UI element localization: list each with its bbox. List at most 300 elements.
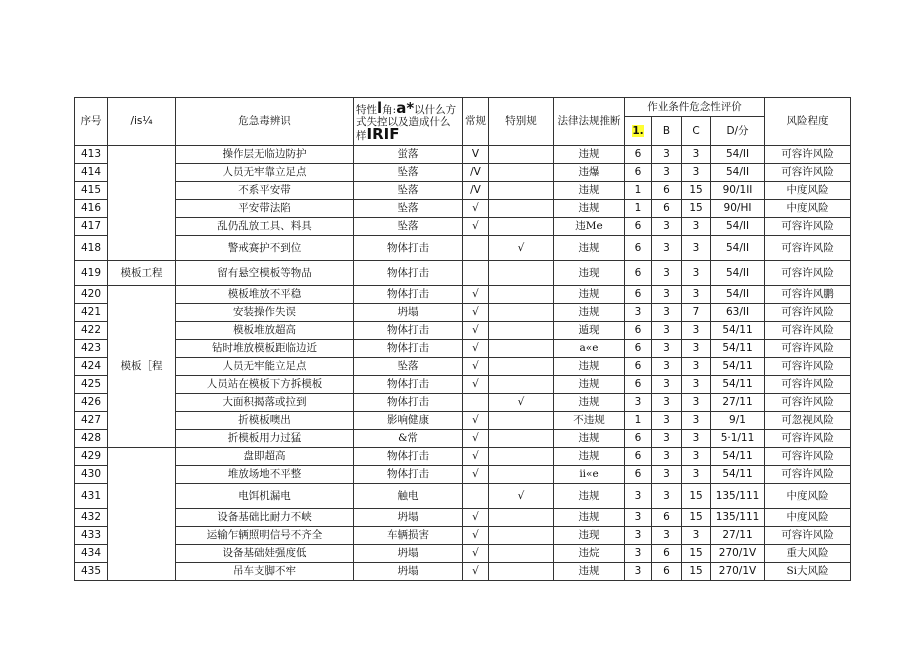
- accident-cell: 物体打击: [354, 340, 463, 358]
- special-cell: [489, 286, 554, 304]
- risk-cell: 中度风险: [765, 182, 851, 200]
- routine-cell: √: [463, 218, 489, 236]
- c-cell: 15: [682, 509, 711, 527]
- accident-cell: 影响健康: [354, 412, 463, 430]
- routine-cell: V: [463, 146, 489, 164]
- special-cell: [489, 218, 554, 236]
- routine-cell: √: [463, 563, 489, 581]
- law-cell: 违规: [554, 376, 625, 394]
- category-cell: 模板［程: [108, 286, 176, 448]
- l-cell: 6: [625, 376, 652, 394]
- row-number: 432: [75, 509, 108, 527]
- routine-cell: [463, 261, 489, 286]
- hazard-cell: 吊车支脚不牢: [176, 563, 354, 581]
- routine-cell: √: [463, 286, 489, 304]
- law-cell: 违规: [554, 286, 625, 304]
- header-special: 特别规: [489, 98, 554, 146]
- law-cell: 违爆: [554, 164, 625, 182]
- d-cell: 5·1/11: [711, 430, 765, 448]
- hazard-cell: 人员无牢能立足点: [176, 358, 354, 376]
- routine-cell: √: [463, 304, 489, 322]
- accident-cell: 物体打击: [354, 236, 463, 261]
- l-cell: 6: [625, 164, 652, 182]
- d-cell: 54/II: [711, 261, 765, 286]
- law-cell: a«e: [554, 340, 625, 358]
- header-mode-mid: 角:: [382, 103, 397, 116]
- l-cell: 3: [625, 527, 652, 545]
- c-cell: 7: [682, 304, 711, 322]
- accident-cell: 物体打击: [354, 322, 463, 340]
- special-cell: [489, 563, 554, 581]
- special-cell: [489, 200, 554, 218]
- table-row: [75, 376, 851, 394]
- hazard-cell: 模板堆放超高: [176, 322, 354, 340]
- special-cell: [489, 164, 554, 182]
- risk-cell: 可容许风险: [765, 448, 851, 466]
- l-cell: 6: [625, 448, 652, 466]
- e-cell: 3: [652, 218, 682, 236]
- special-cell: √: [489, 236, 554, 261]
- l-cell: 3: [625, 545, 652, 563]
- header-col-b: B: [652, 117, 682, 146]
- c-cell: 3: [682, 286, 711, 304]
- c-cell: 3: [682, 164, 711, 182]
- d-cell: 54/II: [711, 218, 765, 236]
- special-cell: [489, 448, 554, 466]
- law-cell: 违规: [554, 509, 625, 527]
- risk-cell: 重大风险: [765, 545, 851, 563]
- d-cell: 63/II: [711, 304, 765, 322]
- e-cell: 3: [652, 376, 682, 394]
- hazard-cell: 模板堆放不平稳: [176, 286, 354, 304]
- table-row: [75, 358, 851, 376]
- c-cell: 3: [682, 236, 711, 261]
- l-cell: 6: [625, 322, 652, 340]
- accident-cell: 坍塌: [354, 304, 463, 322]
- e-cell: 3: [652, 261, 682, 286]
- routine-cell: √: [463, 358, 489, 376]
- law-cell: 违规: [554, 430, 625, 448]
- special-cell: [489, 466, 554, 484]
- accident-cell: 车辆损害: [354, 527, 463, 545]
- law-cell: 遁现: [554, 322, 625, 340]
- special-cell: [489, 527, 554, 545]
- special-cell: [489, 412, 554, 430]
- table-row: [75, 545, 851, 563]
- l-cell: 6: [625, 430, 652, 448]
- hazard-cell: 折模板用力过猛: [176, 430, 354, 448]
- c-cell: 15: [682, 563, 711, 581]
- special-cell: [489, 322, 554, 340]
- l-cell: 6: [625, 340, 652, 358]
- c-cell: 15: [682, 182, 711, 200]
- special-cell: [489, 182, 554, 200]
- header-col-c: C: [682, 117, 711, 146]
- risk-cell: 可容许风险: [765, 322, 851, 340]
- l-cell: 3: [625, 304, 652, 322]
- c-cell: 3: [682, 430, 711, 448]
- table-row: [75, 182, 851, 200]
- routine-cell: √: [463, 545, 489, 563]
- c-cell: 3: [682, 466, 711, 484]
- table-row: [75, 236, 851, 261]
- row-number: 431: [75, 484, 108, 509]
- law-cell: 违规: [554, 484, 625, 509]
- e-cell: 3: [652, 358, 682, 376]
- table-row: [75, 340, 851, 358]
- special-cell: [489, 304, 554, 322]
- table-row: [75, 430, 851, 448]
- routine-cell: √: [463, 527, 489, 545]
- table-row: [75, 146, 851, 164]
- routine-cell: √: [463, 412, 489, 430]
- l-cell: 3: [625, 394, 652, 412]
- row-number: 414: [75, 164, 108, 182]
- accident-cell: 坍塌: [354, 509, 463, 527]
- e-cell: 3: [652, 466, 682, 484]
- c-cell: 3: [682, 322, 711, 340]
- routine-cell: [463, 236, 489, 261]
- row-number: 417: [75, 218, 108, 236]
- risk-cell: 可容许风险: [765, 261, 851, 286]
- d-cell: 90/1II: [711, 182, 765, 200]
- table-row: [75, 484, 851, 509]
- row-number: 418: [75, 236, 108, 261]
- risk-cell: 可容许风险: [765, 236, 851, 261]
- accident-cell: 物体打击: [354, 286, 463, 304]
- row-number: 426: [75, 394, 108, 412]
- l-cell: 1: [625, 200, 652, 218]
- header-mode-post: 以什么方式失控以及造成什么样: [356, 103, 457, 142]
- d-cell: 270/1V: [711, 545, 765, 563]
- row-number: 427: [75, 412, 108, 430]
- accident-cell: 物体打击: [354, 376, 463, 394]
- d-cell: 54/II: [711, 286, 765, 304]
- category-cell: [108, 448, 176, 581]
- routine-cell: /V: [463, 164, 489, 182]
- hazard-cell: 不系平安带: [176, 182, 354, 200]
- e-cell: 6: [652, 545, 682, 563]
- row-number: 434: [75, 545, 108, 563]
- table-row: [75, 394, 851, 412]
- row-number: 423: [75, 340, 108, 358]
- d-cell: 54/11: [711, 448, 765, 466]
- law-cell: 违规: [554, 394, 625, 412]
- law-cell: 违烷: [554, 545, 625, 563]
- category-cell: [108, 146, 176, 261]
- header-condition-group: 作业条件危念性评价: [625, 98, 765, 117]
- d-cell: 54/11: [711, 466, 765, 484]
- header-mode-big3: IRIF: [366, 124, 400, 143]
- special-cell: [489, 340, 554, 358]
- row-number: 415: [75, 182, 108, 200]
- c-cell: 3: [682, 358, 711, 376]
- l-cell: 1: [625, 412, 652, 430]
- d-cell: 54/11: [711, 376, 765, 394]
- e-cell: 3: [652, 304, 682, 322]
- header-law: 法律法规推断: [554, 98, 625, 146]
- d-cell: 54/11: [711, 340, 765, 358]
- e-cell: 6: [652, 200, 682, 218]
- special-cell: √: [489, 484, 554, 509]
- hazard-cell: 大面积揭落或拉到: [176, 394, 354, 412]
- table-row: [75, 286, 851, 304]
- routine-cell: √: [463, 322, 489, 340]
- risk-cell: 可容许风险: [765, 340, 851, 358]
- d-cell: 54/II: [711, 146, 765, 164]
- c-cell: 15: [682, 484, 711, 509]
- e-cell: 3: [652, 412, 682, 430]
- routine-cell: √: [463, 340, 489, 358]
- hazard-cell: 盘即超高: [176, 448, 354, 466]
- accident-cell: 坠落: [354, 218, 463, 236]
- d-cell: 9/1: [711, 412, 765, 430]
- table-row: [75, 527, 851, 545]
- accident-cell: 坠落: [354, 164, 463, 182]
- routine-cell: √: [463, 509, 489, 527]
- special-cell: [489, 376, 554, 394]
- c-cell: 3: [682, 146, 711, 164]
- row-number: 425: [75, 376, 108, 394]
- l-cell: 3: [625, 509, 652, 527]
- l-cell: 6: [625, 146, 652, 164]
- l-cell: 6: [625, 358, 652, 376]
- accident-cell: 触电: [354, 484, 463, 509]
- category-cell: 模板工程: [108, 261, 176, 286]
- row-number: 428: [75, 430, 108, 448]
- c-cell: 3: [682, 412, 711, 430]
- law-cell: 违规: [554, 563, 625, 581]
- row-number: 429: [75, 448, 108, 466]
- law-cell: 违现: [554, 527, 625, 545]
- hazard-cell: 安装操作失误: [176, 304, 354, 322]
- risk-cell: 可容许风险: [765, 394, 851, 412]
- law-cell: 违规: [554, 200, 625, 218]
- e-cell: 3: [652, 394, 682, 412]
- hazard-cell: 乱仍乱放工具、料具: [176, 218, 354, 236]
- table-row: [75, 322, 851, 340]
- table-row: [75, 218, 851, 236]
- accident-cell: 物体打击: [354, 466, 463, 484]
- d-cell: 54/II: [711, 236, 765, 261]
- d-cell: 270/1V: [711, 563, 765, 581]
- risk-cell: 可容许风鹏: [765, 286, 851, 304]
- hazard-cell: 钻时堆放模板距临边近: [176, 340, 354, 358]
- accident-cell: 物体打击: [354, 394, 463, 412]
- table-row: [75, 164, 851, 182]
- e-cell: 3: [652, 430, 682, 448]
- table-row: [75, 200, 851, 218]
- hazard-cell: 人员站在模板下方拆模板: [176, 376, 354, 394]
- e-cell: 3: [652, 286, 682, 304]
- header-col-l: [625, 117, 652, 146]
- hazard-cell: 运输乍辆照明信号不齐全: [176, 527, 354, 545]
- l-cell: 6: [625, 286, 652, 304]
- law-cell: 违规: [554, 236, 625, 261]
- accident-cell: 蛍落: [354, 146, 463, 164]
- l-cell: 6: [625, 236, 652, 261]
- table-body: [75, 146, 851, 581]
- header-seq: 序号: [75, 98, 108, 146]
- e-cell: 3: [652, 448, 682, 466]
- routine-cell: [463, 484, 489, 509]
- risk-cell: 可容许风险: [765, 146, 851, 164]
- row-number: 421: [75, 304, 108, 322]
- special-cell: √: [489, 394, 554, 412]
- c-cell: 3: [682, 261, 711, 286]
- risk-cell: 可忽视风险: [765, 412, 851, 430]
- c-cell: 3: [682, 340, 711, 358]
- law-cell: 违Me: [554, 218, 625, 236]
- header-category: /is¼: [108, 98, 176, 146]
- row-number: 430: [75, 466, 108, 484]
- accident-cell: 坍塌: [354, 545, 463, 563]
- special-cell: [489, 146, 554, 164]
- header-col-l-text: 1.: [632, 124, 644, 137]
- risk-cell: 中度风险: [765, 509, 851, 527]
- routine-cell: √: [463, 430, 489, 448]
- e-cell: 3: [652, 527, 682, 545]
- hazard-cell: 留有悬空模板等物品: [176, 261, 354, 286]
- header-failure-mode: [354, 98, 463, 146]
- routine-cell: √: [463, 200, 489, 218]
- table-row: [75, 448, 851, 466]
- special-cell: [489, 509, 554, 527]
- header-mode-pre: 特性: [356, 103, 377, 116]
- hazard-cell: 堆放场地不平整: [176, 466, 354, 484]
- c-cell: 3: [682, 527, 711, 545]
- l-cell: 3: [625, 484, 652, 509]
- header-hazard: 危急毒辨识: [176, 98, 354, 146]
- row-number: 433: [75, 527, 108, 545]
- table-row: [75, 261, 851, 286]
- accident-cell: 坍塌: [354, 563, 463, 581]
- routine-cell: [463, 394, 489, 412]
- law-cell: 违规: [554, 358, 625, 376]
- special-cell: [489, 545, 554, 563]
- row-number: 416: [75, 200, 108, 218]
- special-cell: [489, 430, 554, 448]
- risk-cell: 可容许风险: [765, 218, 851, 236]
- hazard-cell: 平安带法陷: [176, 200, 354, 218]
- routine-cell: √: [463, 448, 489, 466]
- law-cell: 违现: [554, 261, 625, 286]
- hazard-cell: 折模板噢出: [176, 412, 354, 430]
- row-number: 420: [75, 286, 108, 304]
- d-cell: 54/11: [711, 322, 765, 340]
- row-number: 419: [75, 261, 108, 286]
- row-number: 413: [75, 146, 108, 164]
- accident-cell: 物体打击: [354, 261, 463, 286]
- row-number: 422: [75, 322, 108, 340]
- c-cell: 3: [682, 376, 711, 394]
- c-cell: 3: [682, 394, 711, 412]
- l-cell: 3: [625, 563, 652, 581]
- l-cell: 6: [625, 218, 652, 236]
- c-cell: 3: [682, 218, 711, 236]
- routine-cell: √: [463, 466, 489, 484]
- risk-cell: 可容许风险: [765, 304, 851, 322]
- risk-cell: 可容许风险: [765, 164, 851, 182]
- e-cell: 3: [652, 146, 682, 164]
- special-cell: [489, 261, 554, 286]
- hazard-cell: 警戒赛护不到位: [176, 236, 354, 261]
- header-routine: 常规: [463, 98, 489, 146]
- e-cell: 6: [652, 182, 682, 200]
- table-row: [75, 412, 851, 430]
- law-cell: 违规: [554, 146, 625, 164]
- risk-cell: 中度风险: [765, 200, 851, 218]
- e-cell: 3: [652, 322, 682, 340]
- hazard-cell: 设备基础娃强度低: [176, 545, 354, 563]
- d-cell: 27/11: [711, 394, 765, 412]
- law-cell: ii«e: [554, 466, 625, 484]
- d-cell: 135/111: [711, 509, 765, 527]
- c-cell: 15: [682, 545, 711, 563]
- hazard-cell: 设备基础比耐力不峡: [176, 509, 354, 527]
- header-risk: 风险程度: [765, 98, 851, 146]
- c-cell: 15: [682, 200, 711, 218]
- table-row: [75, 509, 851, 527]
- table-row: [75, 304, 851, 322]
- e-cell: 3: [652, 484, 682, 509]
- d-cell: 90/HI: [711, 200, 765, 218]
- e-cell: 3: [652, 164, 682, 182]
- d-cell: 54/11: [711, 358, 765, 376]
- law-cell: 违规: [554, 182, 625, 200]
- hazard-assessment-table: [74, 97, 851, 581]
- special-cell: [489, 358, 554, 376]
- routine-cell: /V: [463, 182, 489, 200]
- accident-cell: 坠落: [354, 200, 463, 218]
- law-cell: 违规: [554, 448, 625, 466]
- header-col-d: D/分: [711, 117, 765, 146]
- routine-cell: √: [463, 376, 489, 394]
- law-cell: 不违规: [554, 412, 625, 430]
- l-cell: 6: [625, 466, 652, 484]
- risk-cell: 可容许风险: [765, 527, 851, 545]
- e-cell: 6: [652, 509, 682, 527]
- c-cell: 3: [682, 448, 711, 466]
- risk-cell: 可容许风险: [765, 358, 851, 376]
- hazard-cell: 操作层无临边防护: [176, 146, 354, 164]
- hazard-cell: 人员无牢靠立足点: [176, 164, 354, 182]
- accident-cell: 坠落: [354, 182, 463, 200]
- row-number: 424: [75, 358, 108, 376]
- row-number: 435: [75, 563, 108, 581]
- header-mode-big2: a*: [396, 98, 415, 117]
- accident-cell: 坠落: [354, 358, 463, 376]
- accident-cell: 物体打击: [354, 448, 463, 466]
- d-cell: 54/II: [711, 164, 765, 182]
- e-cell: 6: [652, 563, 682, 581]
- d-cell: 27/11: [711, 527, 765, 545]
- risk-cell: 中度风险: [765, 484, 851, 509]
- d-cell: 135/111: [711, 484, 765, 509]
- risk-cell: 可容许风险: [765, 430, 851, 448]
- law-cell: 违规: [554, 304, 625, 322]
- risk-cell: Si大风险: [765, 563, 851, 581]
- risk-cell: 可容许风险: [765, 376, 851, 394]
- table-row: [75, 466, 851, 484]
- e-cell: 3: [652, 340, 682, 358]
- hazard-cell: 电饵机漏电: [176, 484, 354, 509]
- accident-cell: &常: [354, 430, 463, 448]
- l-cell: 6: [625, 261, 652, 286]
- risk-cell: 可容许风险: [765, 466, 851, 484]
- l-cell: 1: [625, 182, 652, 200]
- table-row: [75, 563, 851, 581]
